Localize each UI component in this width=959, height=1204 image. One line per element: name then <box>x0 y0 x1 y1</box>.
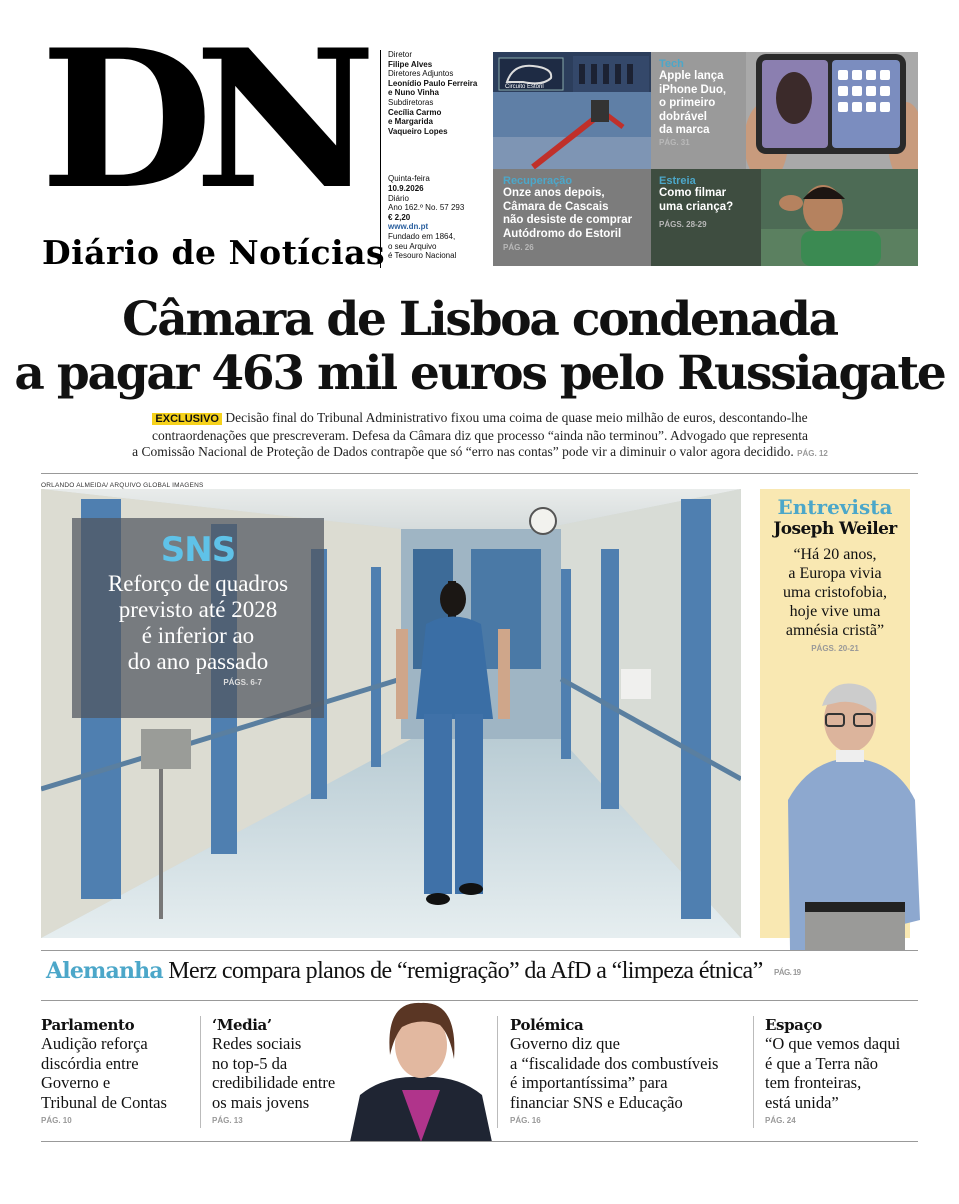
lede-text: contraordenações que prescreveram. Defesa da Câmara diz que processo “ainda não terminou”. Advogado que representa <box>152 427 808 443</box>
weekday: Quinta-feira <box>388 174 430 184</box>
diretor-name: Filipe Alves <box>388 59 433 69</box>
story-kicker: Espaço <box>765 1016 822 1034</box>
quote-line: a Europa vivia <box>788 565 882 582</box>
child-photo <box>761 169 918 266</box>
story-page: PÁG. 10 <box>41 1116 72 1125</box>
issue-number: Ano 162.º No. 57 293 <box>388 203 465 213</box>
teaser-title: iPhone Duo, <box>659 83 727 96</box>
headline-line: a pagar 463 mil euros pelo Russiagate <box>14 346 945 401</box>
story-line: a “fiscalidade dos combustíveis <box>510 1053 719 1073</box>
story-kicker: Polémica <box>510 1016 584 1034</box>
racetrack-sign: Circuito Estoril <box>505 84 544 90</box>
interviewee-name: Joseph Weiler <box>773 519 897 539</box>
founded-line: o seu Arquivo <box>388 241 437 251</box>
story-line: Audição reforça <box>41 1034 148 1053</box>
teaser-page: PÁGS. 28-29 <box>659 220 707 229</box>
teaser-block <box>493 52 918 266</box>
teaser-title: o primeiro <box>659 97 716 109</box>
alemanha-page: PÁG. 19 <box>774 967 801 977</box>
sns-page: PÁGS. 6-7 <box>223 678 262 687</box>
interview-page: PÁGS. 20-21 <box>811 644 859 653</box>
racetrack-image <box>493 52 651 169</box>
story-media[interactable] <box>212 1016 362 1125</box>
price: € 2,20 <box>388 212 411 222</box>
story-line: Tribunal de Contas <box>41 1092 167 1112</box>
racetrack-photo[interactable] <box>493 52 651 169</box>
teaser-kicker: Tech <box>659 58 684 70</box>
story-line: os mais jovens <box>212 1092 310 1112</box>
divider <box>41 473 918 474</box>
issue-date: 10.9.2026 <box>388 183 424 193</box>
main-headline[interactable] <box>0 293 959 401</box>
story-line: é importantíssima” para <box>510 1073 668 1092</box>
sns-line: do ano passado <box>127 649 269 674</box>
sns-line: é inferior ao <box>141 623 255 648</box>
subdir-name: Vaqueiro Lopes <box>388 126 448 136</box>
iphone-photo <box>746 52 918 169</box>
story-line: discórdia entre <box>41 1053 139 1073</box>
story-parlamento[interactable] <box>41 1016 191 1125</box>
story-line: financiar SNS e Educação <box>510 1092 683 1112</box>
divider <box>41 950 918 951</box>
alemanha-title: Merz compara planos de “remigração” da AfD a “limpeza étnica” <box>168 958 763 984</box>
newspaper-name: Diário de Notícias <box>42 233 386 272</box>
story-page: PÁG. 13 <box>212 1116 243 1125</box>
story-kicker: ‘Media’ <box>212 1016 272 1034</box>
column-divider <box>497 1016 498 1128</box>
adjuntos-label: Diretores Adjuntos <box>388 69 454 79</box>
lede <box>44 410 916 463</box>
teaser-title: da marca <box>659 124 710 136</box>
lede-page: PÁG. 12 <box>797 449 828 458</box>
headline-line: Câmara de Lisboa condenada <box>122 292 837 347</box>
teaser-page: PÁG. 31 <box>659 137 690 147</box>
divider <box>41 1141 918 1142</box>
sns-overlay[interactable] <box>72 518 324 718</box>
teaser-title: uma criança? <box>659 200 734 213</box>
teaser-estreia[interactable] <box>651 169 918 266</box>
story-line: está unida” <box>765 1092 839 1112</box>
alemanha-kicker: Alemanha <box>46 958 163 984</box>
story-line: Redes sociais <box>212 1034 302 1053</box>
column-divider <box>753 1016 754 1128</box>
teaser-title: Autódromo do Estoril <box>503 227 622 240</box>
teaser-kicker: Estreia <box>659 175 696 187</box>
story-line: Governo e <box>41 1073 111 1092</box>
story-kicker: Parlamento <box>41 1016 135 1034</box>
alemanha-strip[interactable] <box>46 958 926 985</box>
logo-letters: DN <box>40 8 358 231</box>
column-divider <box>200 1016 201 1128</box>
teaser-page: PÁG. 26 <box>503 243 534 252</box>
sns-line: Reforço de quadros <box>107 571 289 596</box>
lede-text: Decisão final do Tribunal Administrativo fixou uma coima de quase meio milhão de euros, descontando-lhe <box>225 410 808 425</box>
teaser-tech[interactable] <box>651 52 918 169</box>
story-page: PÁG. 16 <box>510 1116 541 1125</box>
story-polemica[interactable] <box>510 1016 745 1125</box>
interview-kicker: Entrevista <box>777 495 893 519</box>
photo-credit: ORLANDO ALMEIDA/ ARQUIVO GLOBAL IMAGENS <box>41 482 204 489</box>
frequency: Diário <box>388 193 409 203</box>
exclusive-badge: EXCLUSIVO <box>152 413 222 425</box>
quote-line: uma cristofobia, <box>783 584 887 601</box>
quote-line: amnésia cristã” <box>785 622 885 639</box>
diretor-label: Diretor <box>388 50 413 59</box>
story-line: credibilidade entre <box>212 1073 336 1092</box>
story-line: “O que vemos daqui <box>765 1034 901 1053</box>
founded-line: Fundado em 1864, <box>388 231 456 241</box>
adjunto-name: e Nuno Vinha <box>388 88 439 98</box>
sns-kicker: SNS <box>160 530 236 570</box>
story-line: tem fronteiras, <box>765 1073 862 1092</box>
quote-line: “Há 20 anos, <box>793 546 877 563</box>
founded-line: é Tesouro Nacional <box>388 251 457 261</box>
story-espaco[interactable] <box>765 1016 920 1125</box>
teaser-title: não desiste de comprar <box>503 214 633 226</box>
teaser-title: Como filmar <box>659 187 727 199</box>
teaser-title: Onze anos depois, <box>503 187 605 199</box>
story-page: PÁG. 24 <box>765 1116 796 1125</box>
teaser-title: dobrável <box>659 110 707 123</box>
lede-text: a Comissão Nacional de Proteção de Dados contrapõe que só “erro nas contas” pode vir a diminuir o valor agora decidido. <box>132 444 794 459</box>
website-link[interactable]: www.dn.pt <box>388 222 429 232</box>
masthead-logo[interactable] <box>40 8 386 275</box>
weiler-portrait <box>770 680 930 950</box>
teaser-title: Câmara de Cascais <box>503 200 609 213</box>
teaser-title: Apple lança <box>659 70 724 82</box>
story-line: no top-5 da <box>212 1053 288 1073</box>
subdir-name: Cecília Carmo <box>388 107 442 117</box>
subdir-name: e Margarida <box>388 117 433 127</box>
adjunto-name: Leonídio Paulo Ferreira <box>388 78 478 88</box>
quote-line: hoje vive uma <box>789 603 881 620</box>
staff-box <box>380 50 490 268</box>
teaser-recuperacao[interactable] <box>493 169 651 266</box>
woman-portrait <box>350 995 492 1142</box>
teaser-kicker: Recuperação <box>503 175 573 187</box>
story-line: Governo diz que <box>510 1034 620 1053</box>
sns-line: previsto até 2028 <box>118 597 278 622</box>
story-line: é que a Terra não <box>765 1053 879 1073</box>
subdir-label: Subdiretoras <box>388 97 434 107</box>
